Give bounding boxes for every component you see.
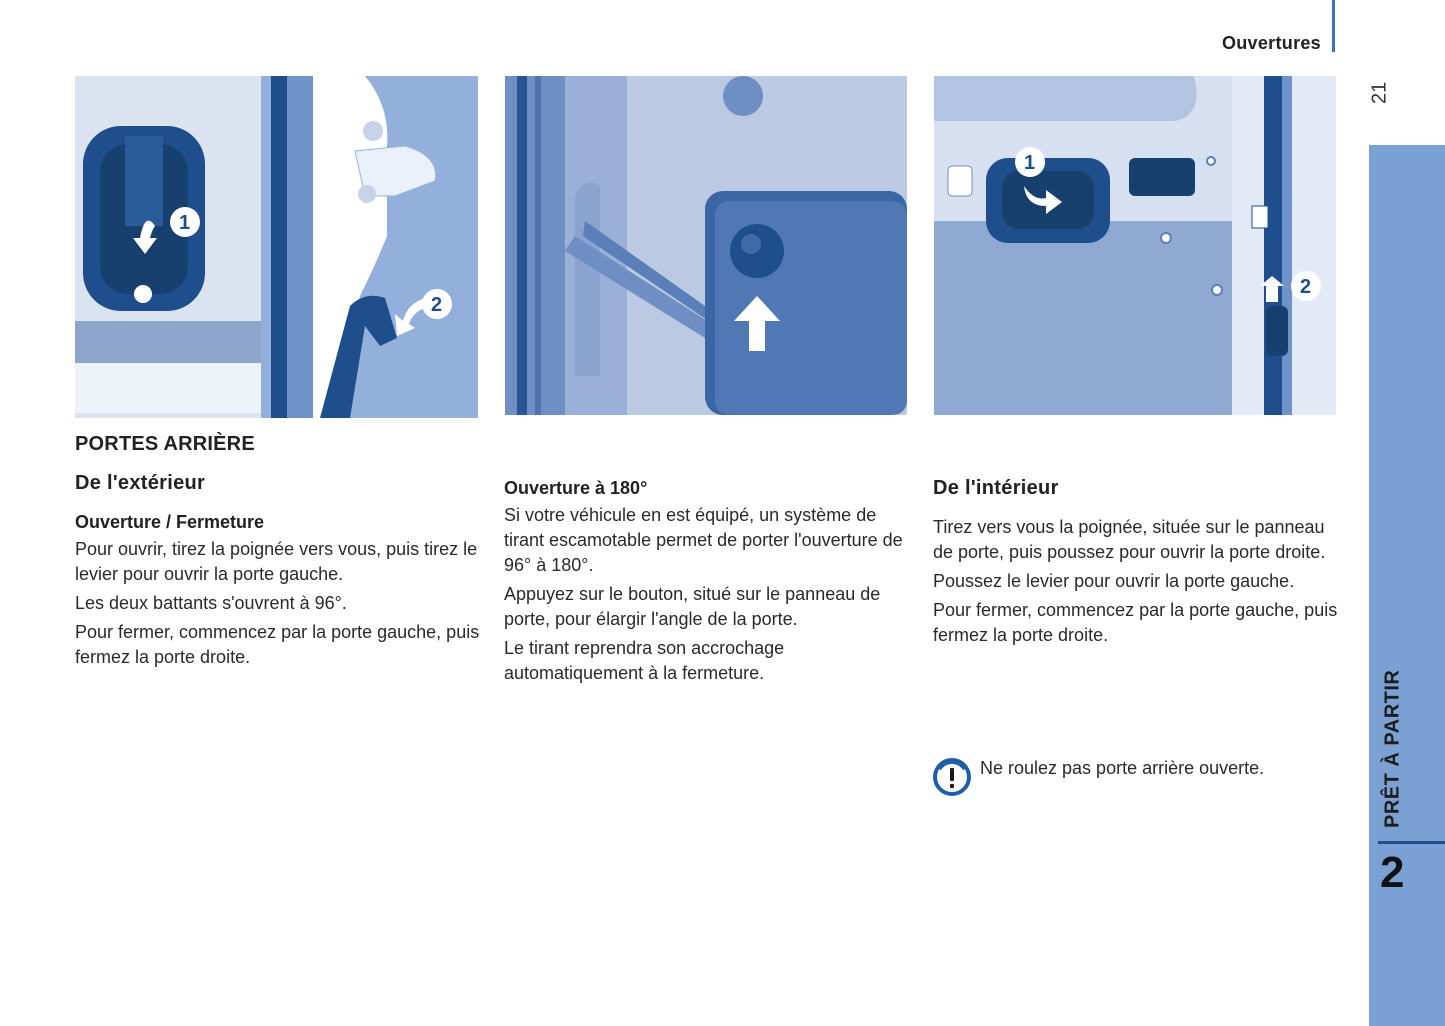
heading-180-opening: Ouverture à 180° [504, 478, 648, 498]
section-title: Ouvertures [1221, 33, 1321, 53]
figure3-callout-1: 1 [1024, 152, 1036, 174]
page-number: 21 [1368, 81, 1391, 105]
chapter-rule [1378, 841, 1445, 844]
warning-note [933, 757, 1353, 797]
heading-interior: De l'intérieur [933, 477, 1059, 499]
paragraph: Pour fermer, commencez par la porte gauche, puis fermez la porte droite. [75, 622, 480, 667]
paragraph: Tirez vers vous la poignée, située sur le panneau de porte, puis poussez pour ouvrir la porte droite. [933, 517, 1326, 562]
chapter-label: PRÊT À PARTIR [1381, 669, 1404, 828]
paragraph: Poussez le levier pour ouvrir la porte gauche. [933, 571, 1295, 591]
heading-open-close: Ouverture / Fermeture [75, 512, 265, 532]
heading-rear-doors: PORTES ARRIÈRE [75, 433, 255, 455]
column-exterior [75, 432, 485, 674]
paragraph: Appuyez sur le bouton, situé sur le panneau de porte, pour élargir l'angle de la porte. [504, 584, 881, 629]
figure1-callout-1: 1 [179, 212, 191, 234]
paragraph: Pour ouvrir, tirez la poignée vers vous, puis tirez le levier pour ouvrir la porte gauche. [75, 539, 478, 584]
heading-exterior: De l'extérieur [75, 472, 206, 494]
figure-180-opening [505, 76, 907, 415]
chapter-number: 2 [1380, 848, 1405, 897]
paragraph: Si votre véhicule en est équipé, un système de tirant escamotable permet de porter l'ouverture de 96° à 180°. [504, 505, 903, 575]
paragraph: Les deux battants s'ouvrent à 96°. [75, 593, 347, 613]
warning-exclamation-icon [933, 758, 971, 796]
figure3-callout-2: 2 [1300, 276, 1312, 298]
column-interior [933, 476, 1343, 652]
figure-exterior-handle [75, 76, 478, 418]
figure1-callout-2: 2 [431, 294, 443, 316]
warning-text: Ne roulez pas porte arrière ouverte. [980, 758, 1265, 778]
paragraph: Pour fermer, commencez par la porte gauche, puis fermez la porte droite. [933, 600, 1338, 645]
section-title-rule [1332, 0, 1335, 52]
column-180-opening [504, 476, 914, 690]
paragraph: Le tirant reprendra son accrochage automatiquement à la fermeture. [504, 638, 785, 683]
figure-interior-handle [934, 76, 1336, 415]
